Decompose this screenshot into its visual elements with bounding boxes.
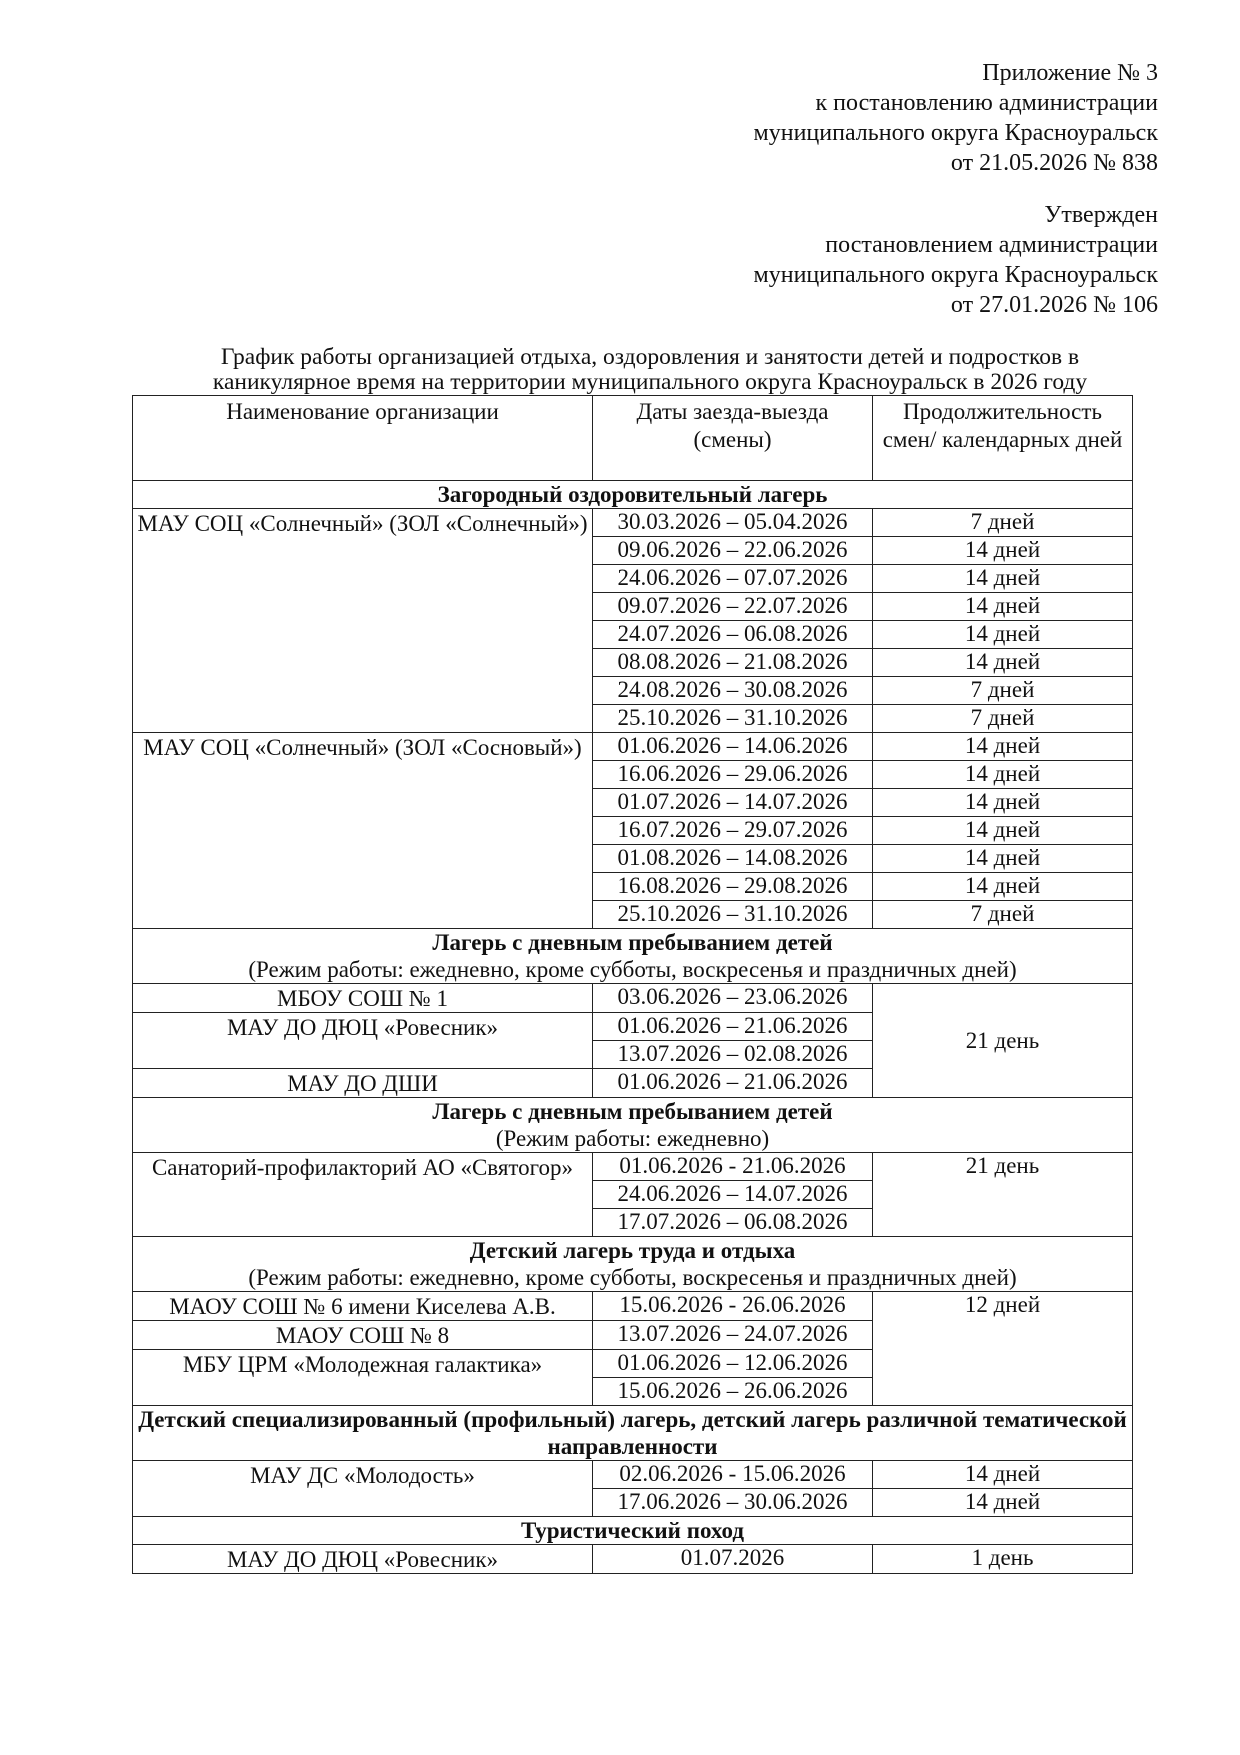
table-row: [133, 1292, 1133, 1321]
organization-cell: МБОУ СОШ № 1: [133, 984, 593, 1013]
header-organization: Наименование организации: [133, 396, 593, 481]
organization-cell: МАУ ДО ДШИ: [133, 1069, 593, 1098]
dates-cell: 30.03.2026 – 05.04.2026: [593, 509, 873, 537]
section-row: [133, 929, 1133, 984]
dates-cell: 24.06.2026 – 07.07.2026: [593, 565, 873, 593]
organization-cell: МАОУ СОШ № 8: [133, 1321, 593, 1350]
table-row: [133, 1545, 1133, 1574]
schedule-table: [132, 395, 1133, 1574]
header-duration: Продолжительность смен/ календарных дней: [873, 396, 1133, 481]
organization-cell: МАУ СОЦ «Солнечный» (ЗОЛ «Солнечный»): [133, 509, 593, 733]
section-title: Лагерь с дневным пребыванием детей: [432, 930, 833, 955]
table-row: [133, 1153, 1133, 1181]
duration-cell: 7 дней: [873, 677, 1133, 705]
dates-cell: 08.08.2026 – 21.08.2026: [593, 649, 873, 677]
duration-cell: 14 дней: [873, 845, 1133, 873]
dates-cell: 01.06.2026 – 21.06.2026: [593, 1069, 873, 1098]
organization-cell: МАУ ДО ДЮЦ «Ровесник»: [133, 1545, 593, 1574]
duration-cell: 21 день: [873, 1153, 1133, 1237]
section-row: [133, 1098, 1133, 1153]
dates-cell: 15.06.2026 - 26.06.2026: [593, 1292, 873, 1321]
organization-cell: МАУ ДС «Молодость»: [133, 1461, 593, 1517]
header-dates: Даты заезда-выезда (смены): [593, 396, 873, 481]
table-row: [133, 509, 1133, 537]
duration-cell: 7 дней: [873, 901, 1133, 929]
dates-cell: 16.07.2026 – 29.07.2026: [593, 817, 873, 845]
duration-cell: 14 дней: [873, 733, 1133, 761]
section-title-cell: [133, 1098, 1133, 1153]
dates-cell: 25.10.2026 – 31.10.2026: [593, 901, 873, 929]
duration-cell: 14 дней: [873, 761, 1133, 789]
section-mode: (Режим работы: ежедневно, кроме субботы, воскресенья и праздничных дней): [248, 1265, 1017, 1290]
dates-cell: 03.06.2026 – 23.06.2026: [593, 984, 873, 1013]
organization-cell: МАУ ДО ДЮЦ «Ровесник»: [133, 1013, 593, 1069]
section-mode: (Режим работы: ежедневно): [495, 1126, 770, 1151]
dates-cell: 15.06.2026 – 26.06.2026: [593, 1378, 873, 1406]
table-header-row: [133, 396, 1133, 481]
dates-cell: 01.08.2026 – 14.08.2026: [593, 845, 873, 873]
organization-cell: МАОУ СОШ № 6 имени Киселева А.В.: [133, 1292, 593, 1321]
dates-cell: 24.07.2026 – 06.08.2026: [593, 621, 873, 649]
dates-cell: 01.07.2026 – 14.07.2026: [593, 789, 873, 817]
section-title: Детский лагерь труда и отдыха: [469, 1238, 796, 1263]
approved-line: Утвержден: [1044, 202, 1158, 228]
duration-cell: 14 дней: [873, 873, 1133, 901]
schedule-body: [133, 481, 1133, 1574]
section-row: [133, 481, 1133, 509]
section-title-cell: [133, 1406, 1133, 1461]
dates-cell: 09.06.2026 – 22.06.2026: [593, 537, 873, 565]
dates-cell: 01.06.2026 – 12.06.2026: [593, 1350, 873, 1378]
dates-cell: 01.06.2026 – 14.06.2026: [593, 733, 873, 761]
duration-cell: 14 дней: [873, 537, 1133, 565]
dates-cell: 24.06.2026 – 14.07.2026: [593, 1181, 873, 1209]
dates-cell: 01.07.2026: [593, 1545, 873, 1574]
section-title-cell: [133, 1237, 1133, 1292]
section-title-cell: [133, 929, 1133, 984]
approved-block: [754, 200, 1158, 320]
section-title: Детский специализированный (профильный) лагерь, детский лагерь различной тематической направленности: [138, 1407, 1127, 1459]
section-title-cell: [133, 481, 1133, 509]
section-mode: (Режим работы: ежедневно, кроме субботы, воскресенья и праздничных дней): [248, 957, 1017, 982]
organization-cell: МАУ СОЦ «Солнечный» (ЗОЛ «Сосновый»): [133, 733, 593, 929]
duration-cell: 14 дней: [873, 649, 1133, 677]
duration-cell: 1 день: [873, 1545, 1133, 1574]
section-title: Загородный оздоровительный лагерь: [437, 482, 828, 507]
approved-line: постановлением администрации: [825, 232, 1158, 258]
organization-cell: Санаторий-профилакторий АО «Святогор»: [133, 1153, 593, 1237]
section-title-cell: [133, 1517, 1133, 1545]
dates-cell: 24.08.2026 – 30.08.2026: [593, 677, 873, 705]
table-row: [133, 984, 1133, 1013]
approved-line: от 27.01.2026 № 106: [950, 292, 1158, 318]
annex-line: от 21.05.2026 № 838: [950, 150, 1158, 176]
duration-cell: 21 день: [873, 984, 1133, 1098]
dates-cell: 17.06.2026 – 30.06.2026: [593, 1489, 873, 1517]
dates-cell: 13.07.2026 – 02.08.2026: [593, 1041, 873, 1069]
section-row: [133, 1517, 1133, 1545]
duration-cell: 7 дней: [873, 509, 1133, 537]
duration-cell: 7 дней: [873, 705, 1133, 733]
duration-cell: 14 дней: [873, 565, 1133, 593]
dates-cell: 17.07.2026 – 06.08.2026: [593, 1209, 873, 1237]
duration-cell: 14 дней: [873, 1489, 1133, 1517]
table-row: [133, 1461, 1133, 1489]
duration-cell: 12 дней: [873, 1292, 1133, 1406]
section-title: Туристический поход: [521, 1518, 744, 1543]
section-row: [133, 1237, 1133, 1292]
dates-cell: 09.07.2026 – 22.07.2026: [593, 593, 873, 621]
table-row: [133, 733, 1133, 761]
annex-line: муниципального округа Красноуральск: [753, 120, 1158, 146]
duration-cell: 14 дней: [873, 789, 1133, 817]
dates-cell: 16.06.2026 – 29.06.2026: [593, 761, 873, 789]
dates-cell: 01.06.2026 – 21.06.2026: [593, 1013, 873, 1041]
dates-cell: 25.10.2026 – 31.10.2026: [593, 705, 873, 733]
organization-cell: МБУ ЦРМ «Молодежная галактика»: [133, 1350, 593, 1406]
annex-line: Приложение № 3: [982, 60, 1158, 86]
approved-line: муниципального округа Красноуральск: [753, 262, 1158, 288]
section-title: Лагерь с дневным пребыванием детей: [432, 1099, 833, 1124]
duration-cell: 14 дней: [873, 593, 1133, 621]
dates-cell: 16.08.2026 – 29.08.2026: [593, 873, 873, 901]
dates-cell: 02.06.2026 - 15.06.2026: [593, 1461, 873, 1489]
dates-cell: 01.06.2026 - 21.06.2026: [593, 1153, 873, 1181]
dates-cell: 13.07.2026 – 24.07.2026: [593, 1321, 873, 1350]
annex-block: [754, 58, 1158, 178]
duration-cell: 14 дней: [873, 1461, 1133, 1489]
annex-line: к постановлению администрации: [815, 90, 1158, 116]
section-row: [133, 1406, 1133, 1461]
document-title: График работы организацией отдыха, оздоровления и занятости детей и подростков в каникулярное время на территории муниципального округа Красноуральск в 2026 году: [212, 344, 1088, 395]
duration-cell: 14 дней: [873, 817, 1133, 845]
duration-cell: 14 дней: [873, 621, 1133, 649]
